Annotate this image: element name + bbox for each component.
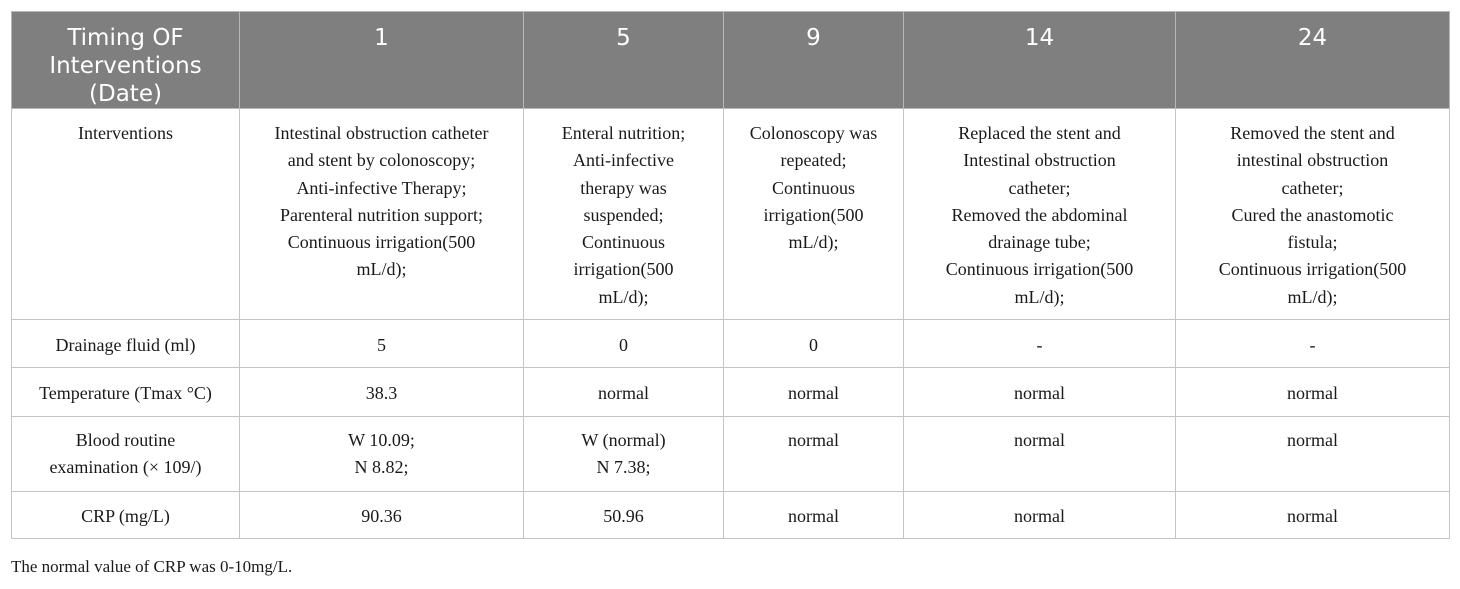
cell-line: mL/d); — [788, 232, 839, 253]
table-cell — [240, 368, 524, 416]
table-cell — [240, 320, 524, 368]
drainage-row — [12, 320, 1450, 368]
cell-line: and stent by colonoscopy; — [287, 150, 476, 171]
cell-line: normal — [788, 383, 839, 404]
table-cell — [724, 491, 904, 538]
cell-line: catheter; — [1281, 177, 1344, 198]
table-body — [12, 109, 1450, 539]
cell-line: Anti-infective — [573, 150, 674, 171]
cell-line: drainage tube; — [988, 232, 1091, 253]
table-cell — [524, 109, 724, 320]
cell-line: N 8.82; — [354, 456, 409, 477]
cell-line: W (normal) — [581, 429, 666, 450]
table-cell — [724, 368, 904, 416]
row-label-cell — [12, 320, 240, 368]
row-label-line: CRP (mg/L) — [81, 505, 170, 526]
cell-line: Cured the anastomotic — [1231, 204, 1394, 225]
cell-line: 5 — [377, 335, 386, 356]
table-cell — [524, 320, 724, 368]
table-cell — [904, 368, 1176, 416]
cell-line: W 10.09; — [348, 429, 415, 450]
cell-line: mL/d); — [598, 286, 649, 307]
cell-line: normal — [1287, 383, 1338, 404]
row-label-cell — [12, 491, 240, 538]
header-label-line: Interventions — [49, 53, 202, 79]
table-wrapper — [11, 11, 1449, 539]
cell-line: Intestinal obstruction catheter — [274, 123, 489, 143]
cell-line: repeated; — [780, 150, 847, 171]
row-label-cell — [12, 416, 240, 491]
table-cell — [904, 491, 1176, 538]
header-label-line: (Date) — [89, 81, 162, 107]
cell-line: Continuous — [581, 232, 665, 253]
cell-line: normal — [1287, 429, 1338, 450]
row-label-line: Temperature (Tmax °C) — [39, 383, 212, 404]
interventions-table — [11, 11, 1450, 539]
cell-line: Continuous — [771, 177, 855, 198]
cell-line: Replaced the stent and — [958, 123, 1121, 143]
cell-line: Continuous irrigation(500 — [945, 259, 1134, 280]
cell-line: mL/d); — [356, 259, 407, 280]
row-label-line: Blood routine — [75, 429, 176, 450]
table-cell — [1176, 368, 1450, 416]
table-cell — [1176, 416, 1450, 491]
cell-line: normal — [788, 505, 839, 526]
cell-line: irrigation(500 — [763, 204, 864, 225]
row-label-line: Drainage fluid (ml) — [55, 335, 196, 356]
crp-row — [12, 491, 1450, 538]
cell-line: Removed the abdominal — [951, 204, 1128, 225]
cell-line: - — [1309, 335, 1316, 356]
cell-line: suspended; — [583, 204, 664, 225]
cell-line: Intestinal obstruction — [963, 150, 1116, 171]
cell-line: Enteral nutrition; — [561, 123, 686, 143]
cell-line: catheter; — [1008, 177, 1071, 198]
table-cell — [240, 491, 524, 538]
cell-line: 0 — [809, 335, 818, 356]
cell-line: Removed the stent and — [1230, 123, 1395, 143]
table-cell — [240, 109, 524, 320]
row-label-cell — [12, 368, 240, 416]
cell-line: irrigation(500 — [573, 259, 674, 280]
header-day-1: 1 — [240, 12, 524, 109]
cell-line: normal — [1014, 429, 1065, 450]
header-day-14: 14 — [904, 12, 1176, 109]
cell-line: mL/d); — [1014, 286, 1065, 307]
cell-line: 90.36 — [361, 505, 402, 526]
cell-line: intestinal obstruction — [1236, 150, 1389, 171]
cell-line: normal — [598, 383, 649, 404]
temperature-row — [12, 368, 1450, 416]
row-label-cell — [12, 109, 240, 320]
table-cell — [524, 416, 724, 491]
row-label-line: examination (× 109/) — [49, 456, 202, 477]
blood-routine-row — [12, 416, 1450, 491]
table-cell — [1176, 320, 1450, 368]
table-cell — [904, 109, 1176, 320]
cell-line: normal — [788, 429, 839, 450]
table-cell — [1176, 491, 1450, 538]
header-day-9: 9 — [724, 12, 904, 109]
cell-line: Anti-infective Therapy; — [296, 177, 467, 198]
header-day-24: 24 — [1176, 12, 1450, 109]
cell-line: normal — [1014, 505, 1065, 526]
cell-line: 0 — [619, 335, 628, 356]
table-cell — [904, 416, 1176, 491]
cell-line: Continuous irrigation(500 — [1218, 259, 1407, 280]
table-cell — [724, 416, 904, 491]
cell-line: mL/d); — [1287, 286, 1338, 307]
row-label-line: Interventions — [78, 123, 173, 143]
cell-line: Continuous irrigation(500 — [287, 232, 476, 253]
interventions-row — [12, 109, 1450, 320]
cell-line: Parenteral nutrition support; — [280, 204, 483, 225]
cell-line: normal — [1014, 383, 1065, 404]
cell-line: therapy was — [580, 177, 667, 198]
table-cell — [724, 320, 904, 368]
cell-line: 38.3 — [365, 383, 398, 404]
cell-line: 50.96 — [603, 505, 644, 526]
table-cell — [1176, 109, 1450, 320]
table-cell — [240, 416, 524, 491]
table-cell — [524, 368, 724, 416]
cell-line: Colonoscopy was — [749, 123, 878, 143]
header-day-5: 5 — [524, 12, 724, 109]
cell-line: normal — [1287, 505, 1338, 526]
cell-line: N 7.38; — [596, 456, 651, 477]
header-label-cell — [12, 12, 240, 109]
header-label-line: Timing OF — [67, 25, 184, 51]
header-row — [12, 12, 1450, 109]
table-cell — [724, 109, 904, 320]
table-cell — [524, 491, 724, 538]
table-footnote: The normal value of CRP was 0-10mg/L. — [11, 557, 293, 576]
table-cell — [904, 320, 1176, 368]
cell-line: - — [1036, 335, 1043, 356]
cell-line: fistula; — [1287, 232, 1338, 253]
